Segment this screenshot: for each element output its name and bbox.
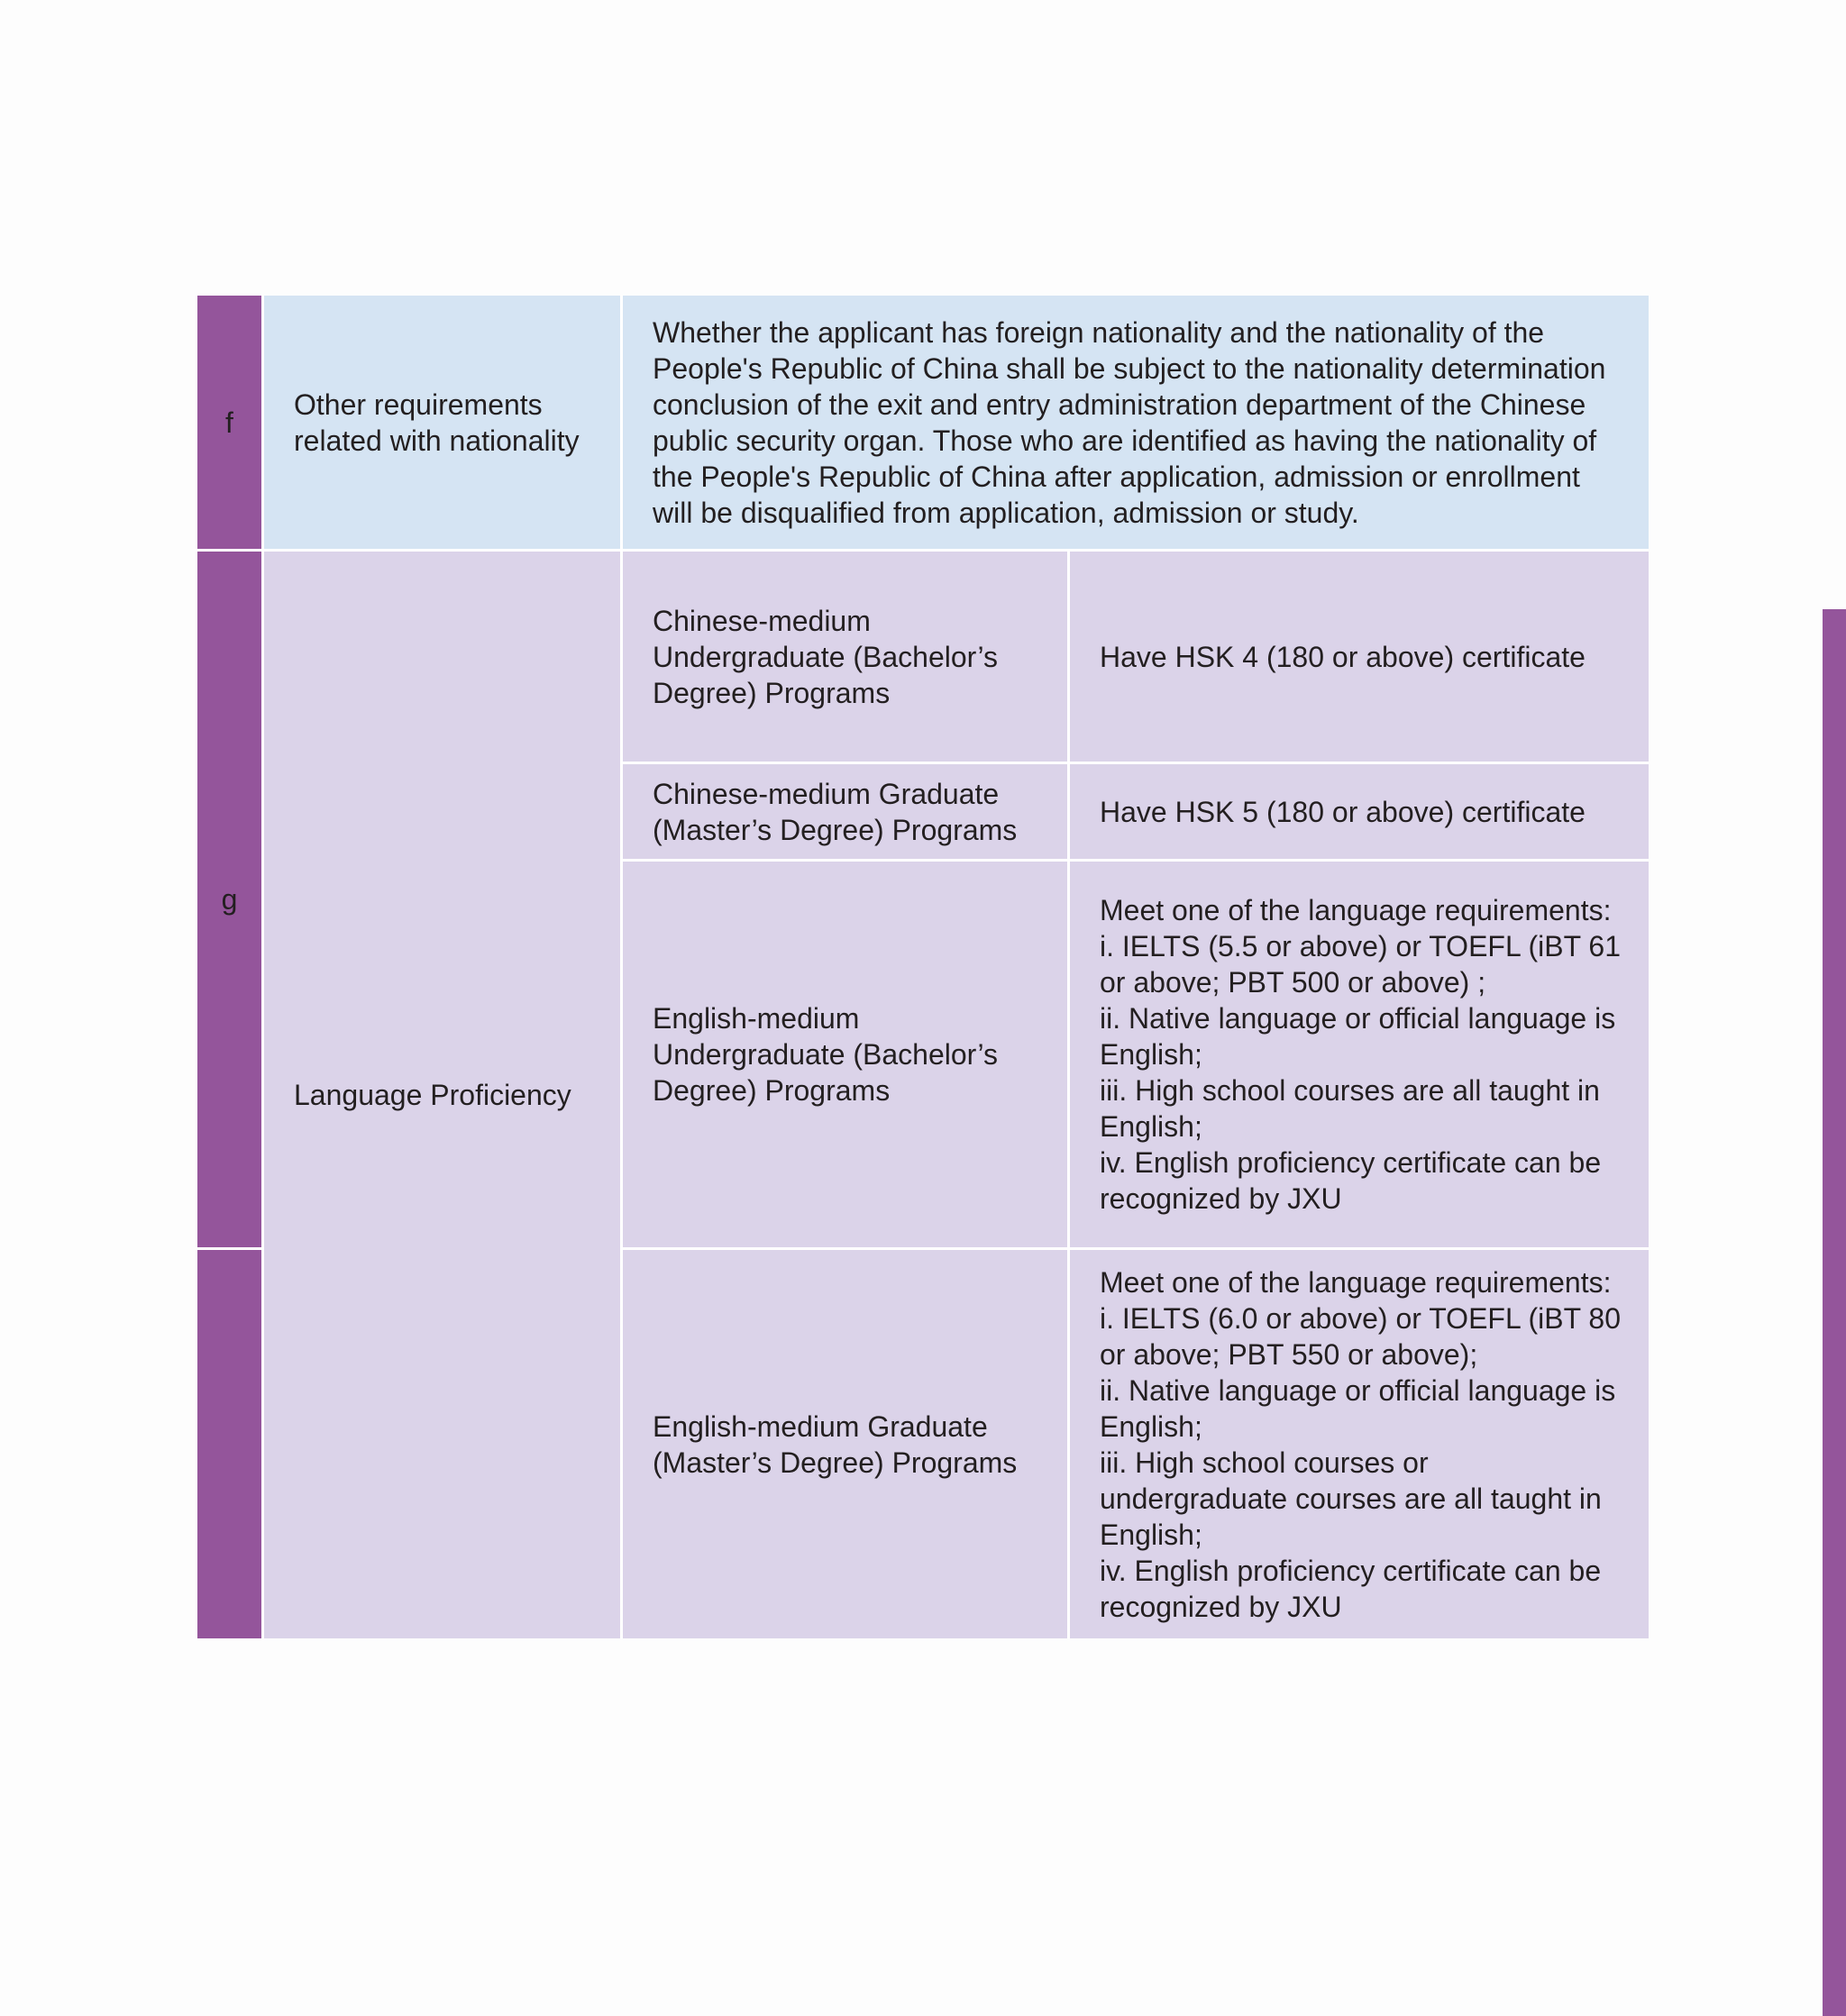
program-name: English-medium Graduate (Master’s Degree) Programs — [623, 1250, 1070, 1638]
row-f-requirement: Other requirements related with nationality — [264, 296, 623, 552]
program-condition: Meet one of the language requirements: i. IELTS (6.0 or above) or TOEFL (iBT 80 or above; PBT 550 or above); ii. Native language or official language is English; iii. High school courses or undergraduate courses are all taught in English; iv. English proficiency certificate can be recognized by JXU — [1070, 1250, 1649, 1638]
program-name: English-medium Undergraduate (Bachelor’s Degree) Programs — [623, 862, 1070, 1250]
program-name: Chinese-medium Undergraduate (Bachelor’s Degree) Programs — [623, 552, 1070, 764]
row-g-requirement: Language Proficiency — [264, 552, 623, 1638]
row-f-detail: Whether the applicant has foreign nationality and the nationality of the People's Republic of China shall be subject to the nationality determination conclusion of the exit and entry administration department of the Chinese public security organ. Those who are identified as having the nationality of the People's Republic of China after application, admission or enrollment will be disqualified from application, admission or study. — [623, 296, 1649, 552]
row-f-label: f — [197, 296, 264, 552]
program-name: Chinese-medium Graduate (Master’s Degree) Programs — [623, 764, 1070, 862]
decorative-side-bar — [1823, 609, 1846, 2016]
row-g-label: g — [197, 552, 264, 1250]
program-condition: Have HSK 5 (180 or above) certificate — [1070, 764, 1649, 862]
program-condition: Have HSK 4 (180 or above) certificate — [1070, 552, 1649, 764]
row-g-label-continuation — [197, 1250, 264, 1638]
program-condition: Meet one of the language requirements: i. IELTS (5.5 or above) or TOEFL (iBT 61 or above; PBT 500 or above) ; ii. Native language or official language is English; iii. High school courses are all taught in English; iv. English proficiency certificate can be recognized by JXU — [1070, 862, 1649, 1250]
requirements-table — [197, 296, 1649, 1638]
